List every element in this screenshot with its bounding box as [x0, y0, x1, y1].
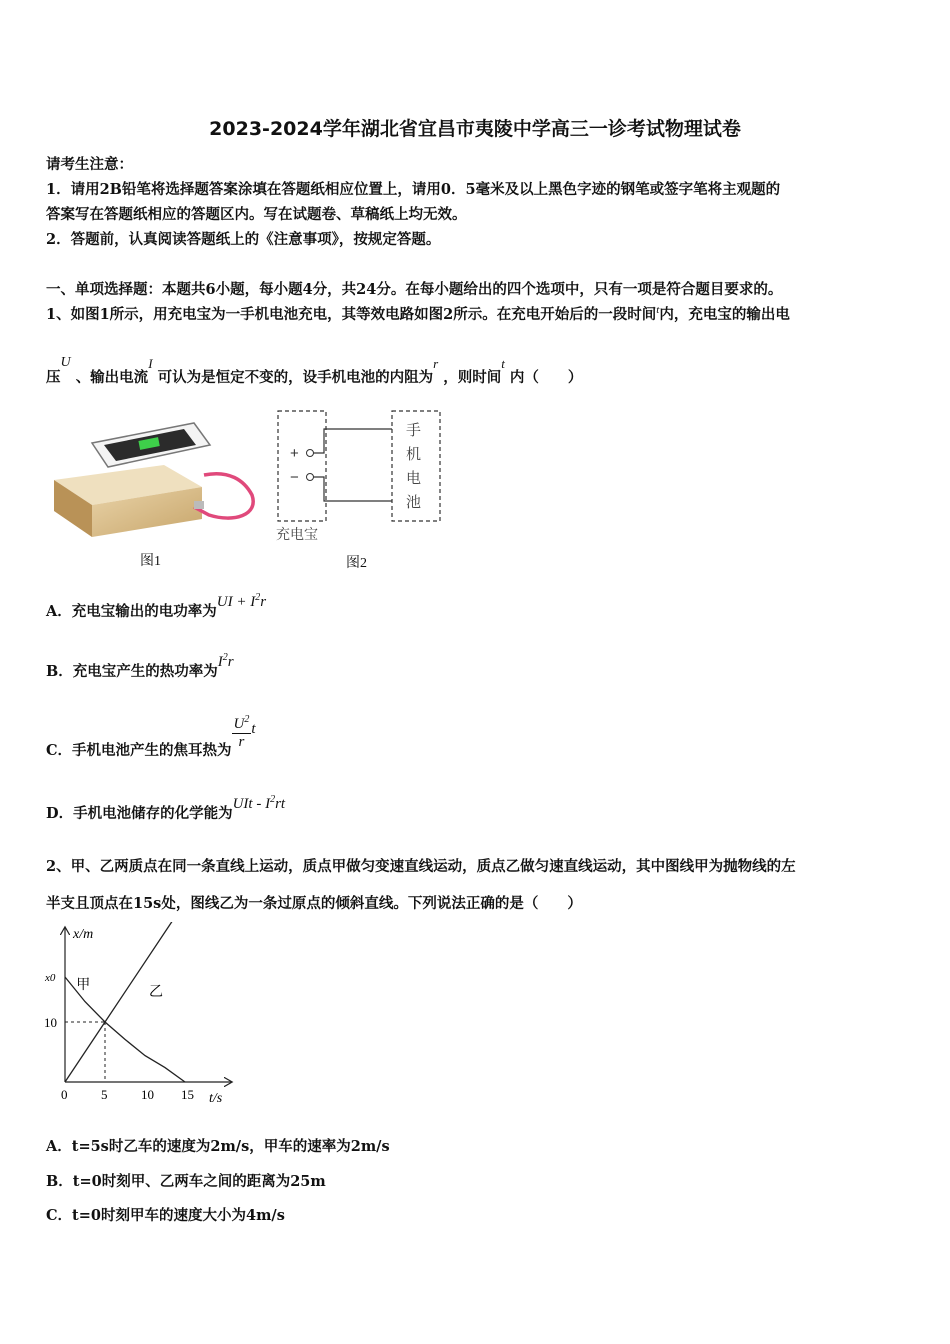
- y-mark-x0: x0: [45, 972, 56, 984]
- notice-line-2: 2．答题前，认真阅读答题纸上的《注意事项》，按规定答题。: [46, 231, 441, 248]
- x-tick-label: 10: [141, 1087, 154, 1102]
- minus-terminal: −: [290, 469, 299, 486]
- q2-option-a[interactable]: A．t=5s时乙车的速度为2m/s，甲车的速率为2m/s: [46, 1138, 390, 1155]
- q2-option-b[interactable]: B．t=0时刻甲、乙两车之间的距离为25m: [46, 1173, 326, 1190]
- q2-option-c[interactable]: C．t=0时刻甲车的速度大小为4m/s: [46, 1207, 285, 1224]
- q1-var-t: t: [656, 304, 660, 317]
- section-heading: 一、单项选择题：本题共6小题，每小题4分，共24分。在每小题给出的四个选项中，只有一项是符合题目要求的。: [46, 281, 783, 298]
- q1-option-d[interactable]: D．手机电池储存的化学能为UIt - $I^2rt$: [46, 794, 286, 822]
- notice-line-1a: 1．请用2B铅笔将选择题答案涂填在答题纸相应位置上，请用0．5毫米及以上黑色字迹的钢笔或签字笔将主观题的: [46, 181, 781, 198]
- page-title: 2023-2024学年湖北省宜昌市夷陵中学高三一诊考试物理试卷: [209, 118, 741, 140]
- y-axis-label: x/m: [73, 927, 94, 942]
- x-t-graph: [40, 922, 250, 1112]
- q2-line-2: 半支且顶点在15s处，图线乙为一条过原点的倾斜直线。下列说法正确的是（ ）: [46, 895, 582, 912]
- figure-1-caption: 图1: [140, 554, 161, 569]
- notice-line-1b: 答案写在答题纸相应的答题区内。写在试题卷、草稿纸上均无效。: [46, 206, 467, 223]
- phone-label-char: 手: [406, 421, 422, 439]
- q2-line-1: 2、甲、乙两质点在同一条直线上运动，质点甲做匀变速直线运动，质点乙做匀速直线运动，其中图线甲为抛物线的左: [46, 858, 796, 875]
- powerbank-label: 充电宝: [276, 527, 318, 543]
- series-label: 乙: [149, 984, 163, 1001]
- series-label: 甲: [76, 977, 91, 993]
- phone-label-char: 电: [406, 469, 422, 487]
- q1-line-1: 1、如图1所示，用充电宝为一手机电池充电，其等效电路如图2所示。在充电开始后的一段时间$^t$内，充电宝的输出电: [46, 304, 790, 323]
- notice-heading: 请考生注意：: [46, 156, 133, 173]
- x-axis-label: t/s: [209, 1091, 223, 1106]
- phone-label-char: 机: [406, 445, 422, 463]
- x-tick-label: 15: [181, 1087, 194, 1102]
- phone-label-char: 池: [406, 493, 422, 511]
- x-tick-label: 5: [101, 1087, 108, 1102]
- fraction-u2-over-r: $\frac{U^2}{r}$: [233, 714, 250, 750]
- series-line-yi: [65, 922, 173, 1082]
- q1-line-2: 压$^U$ 、输出电流$^I$ 可认为是恒定不变的，设手机电池的内阻为$^r$ ，则时间$^t$ 内（ ）: [46, 355, 583, 386]
- y-tick-label: 10: [44, 1015, 57, 1030]
- q1-option-c[interactable]: C．手机电池产生的焦耳热为 $\frac{U^2}{r}$ t: [46, 714, 256, 759]
- figure-2-caption: 图2: [346, 556, 367, 571]
- q1-option-b[interactable]: B．充电宝产生的热功率为$I^2r$: [46, 652, 234, 680]
- x-tick-label: 0: [61, 1087, 68, 1102]
- plus-terminal: +: [290, 445, 299, 462]
- figure-2-circuit: [272, 405, 447, 545]
- powerbank-box: [278, 411, 326, 521]
- q1-option-a[interactable]: A．充电宝输出的电功率为UI + $I^2r$: [46, 592, 267, 620]
